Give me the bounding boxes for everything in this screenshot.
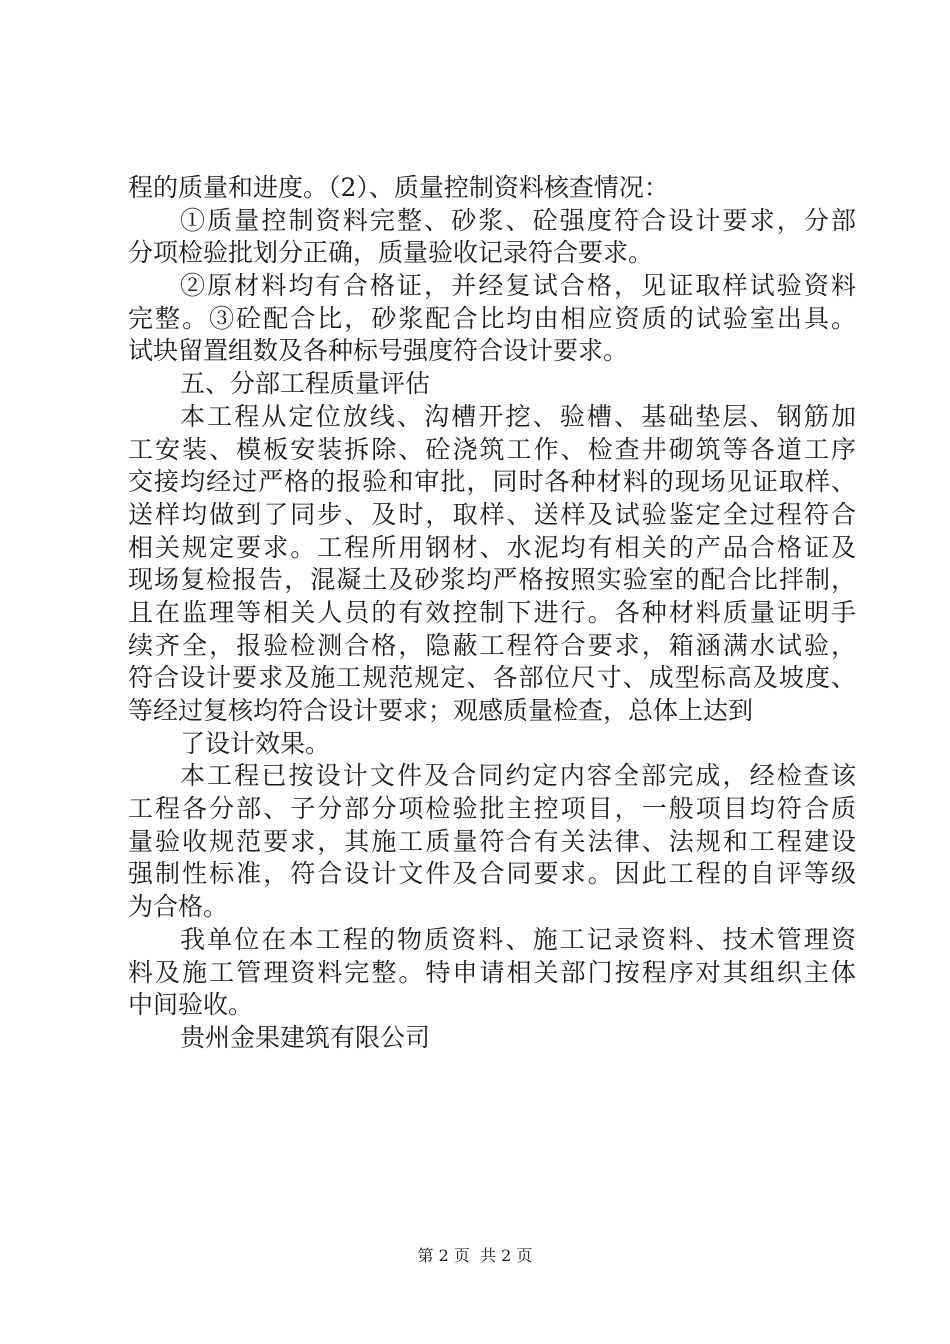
text-line: 完整。③砼配合比，砂浆配合比均由相应资质的试验室出具。 xyxy=(128,303,856,333)
page-number-footer: 第 2 页 共 2 页 xyxy=(417,1246,533,1265)
text-line: 料及施工管理资料完整。特申请相关部门按程序对其组织主体 xyxy=(128,957,856,987)
text-line: 符合设计要求及施工规范规定、各部位尺寸、成型标高及坡度、 xyxy=(128,663,856,693)
text-line: 等经过复核均符合设计要求；观感质量检查，总体上达到 xyxy=(128,696,754,725)
text-line: 相关规定要求。工程所用钢材、水泥均有相关的产品合格证及 xyxy=(128,532,856,562)
text-line: 且在监理等相关人员的有效控制下进行。各种材料质量证明手 xyxy=(128,597,856,627)
text-line: 强制性标准，符合设计文件及合同要求。因此工程的自评等级 xyxy=(128,859,856,889)
text-line: 试块留置组数及各种标号强度符合设计要求。 xyxy=(128,336,629,366)
text-line: 量验收规范要求，其施工质量符合有关法律、法规和工程建设 xyxy=(128,826,856,856)
text-line: 送样均做到了同步、及时，取样、送样及试验鉴定全过程符合 xyxy=(128,499,856,529)
text-line: 现场复检报告，混凝土及砂浆均严格按照实验室的配合比拌制， xyxy=(128,565,856,595)
text-line: 工安装、模板安装拆除、砼浇筑工作、检查井砌筑等各道工序 xyxy=(128,434,856,464)
text-line: 续齐全，报验检测合格，隐蔽工程符合要求，箱涵满水试验， xyxy=(128,630,856,660)
text-line: 中间验收。 xyxy=(128,990,254,1020)
text-line: 我单位在本工程的物质资料、施工记录资料、技术管理资 xyxy=(180,924,856,954)
text-line: 分项检验批划分正确，质量验收记录符合要求。 xyxy=(128,238,654,268)
text-line: ②原材料均有合格证，并经复试合格，见证取样试验资料 xyxy=(180,271,856,301)
text-line: 本工程从定位放线、沟槽开挖、验槽、基础垫层、钢筋加 xyxy=(180,401,856,431)
section-heading: 五、分部工程质量评估 xyxy=(180,369,431,399)
text-line: 本工程已按设计文件及合同约定内容全部完成，经检查该 xyxy=(180,761,856,791)
text-line: 为合格。 xyxy=(128,892,229,922)
text-line: 程的质量和进度。（2）、质量控制资料核查情况： xyxy=(128,173,669,202)
text-line: 交接均经过严格的报验和审批，同时各种材料的现场见证取样、 xyxy=(128,467,856,497)
text-line: 工程各分部、子分部分项检验批主控项目，一般项目均符合质 xyxy=(128,794,856,824)
text-line: 了设计效果。 xyxy=(180,728,331,758)
company-signature: 贵州金果建筑有限公司 xyxy=(180,1022,431,1052)
document-body xyxy=(128,172,856,1055)
text-line: ①质量控制资料完整、砂浆、砼强度符合设计要求，分部 xyxy=(180,205,856,235)
